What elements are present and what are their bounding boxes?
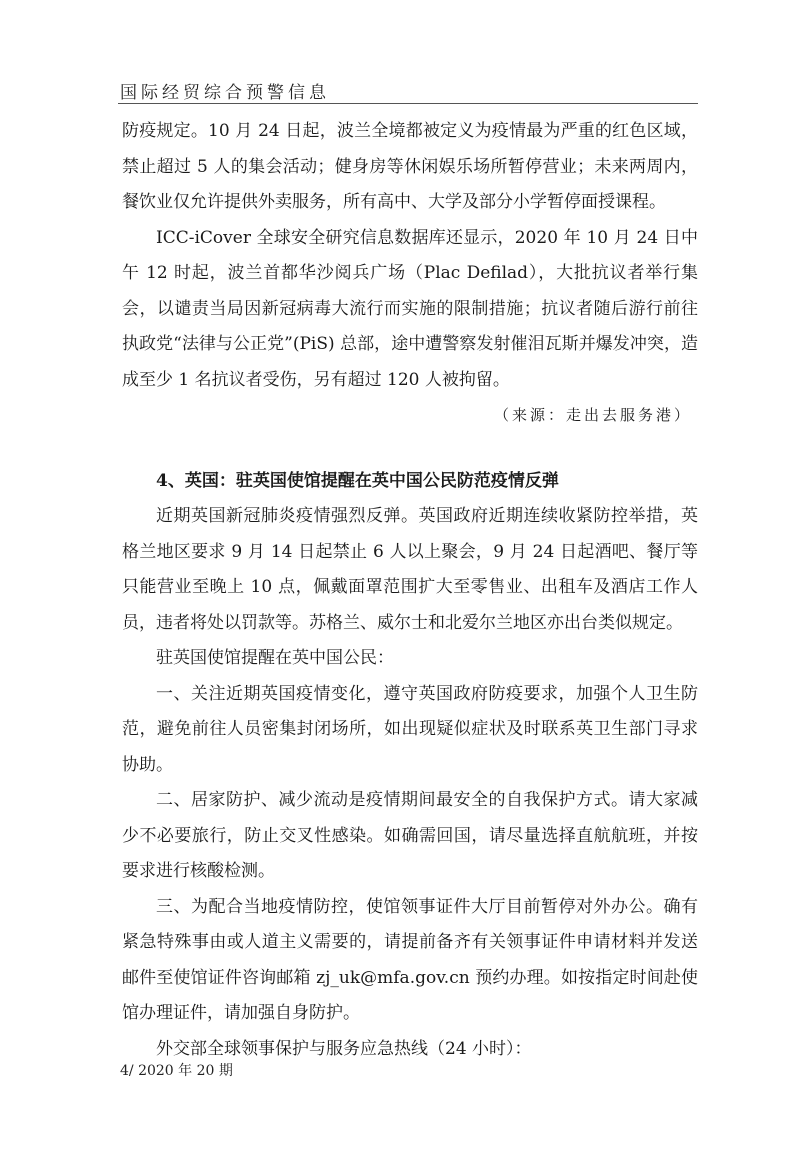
paragraph-item-three: 三、为配合当地疫情防控，使馆领事证件大厅目前暂停对外办公。确有紧急特殊事由或人道主义需要的，请提前备齐有关领事证件申请材料并发送邮件至使馆证件咨询邮箱 zj_uk@mfa.gov.cn 预约办理。如按指定时间赴使馆办理证件，请加强自身防护。 (122, 896, 698, 1023)
section-heading-uk: 4、英国：驻英国使馆提醒在英中国公民防范疫情反弹 (156, 470, 559, 491)
page-number: 4/ 2020 年 20 期 (120, 1063, 233, 1079)
page-body (122, 114, 698, 1067)
running-header-title: 国际经贸综合预警信息 (120, 83, 330, 103)
paragraph-poland-rules: 防疫规定。10 月 24 日起，波兰全境都被定义为疫情最为严重的红色区域，禁止超过 5 人的集会活动；健身房等休闲娱乐场所暂停营业；未来两周内，餐饮业仅允许提供外卖服务，所有高中、大学及部分小学暂停面授课程。 (122, 121, 698, 212)
source-note: （来源：走出去服务港） (493, 406, 692, 424)
paragraph-item-two: 二、居家防护、减少流动是疫情期间最安全的自我保护方式。请大家减少不必要旅行，防止交叉性感染。如确需回国，请尽量选择直航航班，并按要求进行核酸检测。 (122, 790, 698, 881)
header-divider (118, 103, 698, 104)
paragraph-embassy-reminder: 驻英国使馆提醒在英中国公民： (156, 648, 394, 668)
paragraph-hotline: 外交部全球领事保护与服务应急热线（24 小时）： (156, 1038, 532, 1059)
paragraph-uk-situation: 近期英国新冠肺炎疫情强烈反弹。英国政府近期连续收紧防控举措，英格兰地区要求 9 月 14 日起禁止 6 人以上聚会，9 月 24 日起酒吧、餐厅等只能营业至晚上 10 点，佩戴面罩范围扩大至零售业、出租车及酒店工作人员，违者将处以罚款等。苏格兰、威尔士和北爱尔兰地区亦出台类似规定。 (122, 506, 698, 633)
paragraph-item-one: 一、关注近期英国疫情变化，遵守英国政府防疫要求，加强个人卫生防范，避免前往人员密集封闭场所，如出现疑似症状及时联系英卫生部门寻求协助。 (122, 683, 698, 775)
paragraph-poland-protest: ICC-iCover 全球安全研究信息数据库还显示，2020 年 10 月 24 日中午 12 时起，波兰首都华沙阅兵广场（Plac Defilad），大批抗议者举行集会，以谴责当局因新冠病毒大流行而实施的限制措施；抗议者随后游行前往执政党“法律与公正党”(PiS) 总部，途中遭警察发射催泪瓦斯并爆发冲突，造成至少 1 名抗议者受伤，另有超过 120 人被拘留。 (122, 227, 698, 390)
